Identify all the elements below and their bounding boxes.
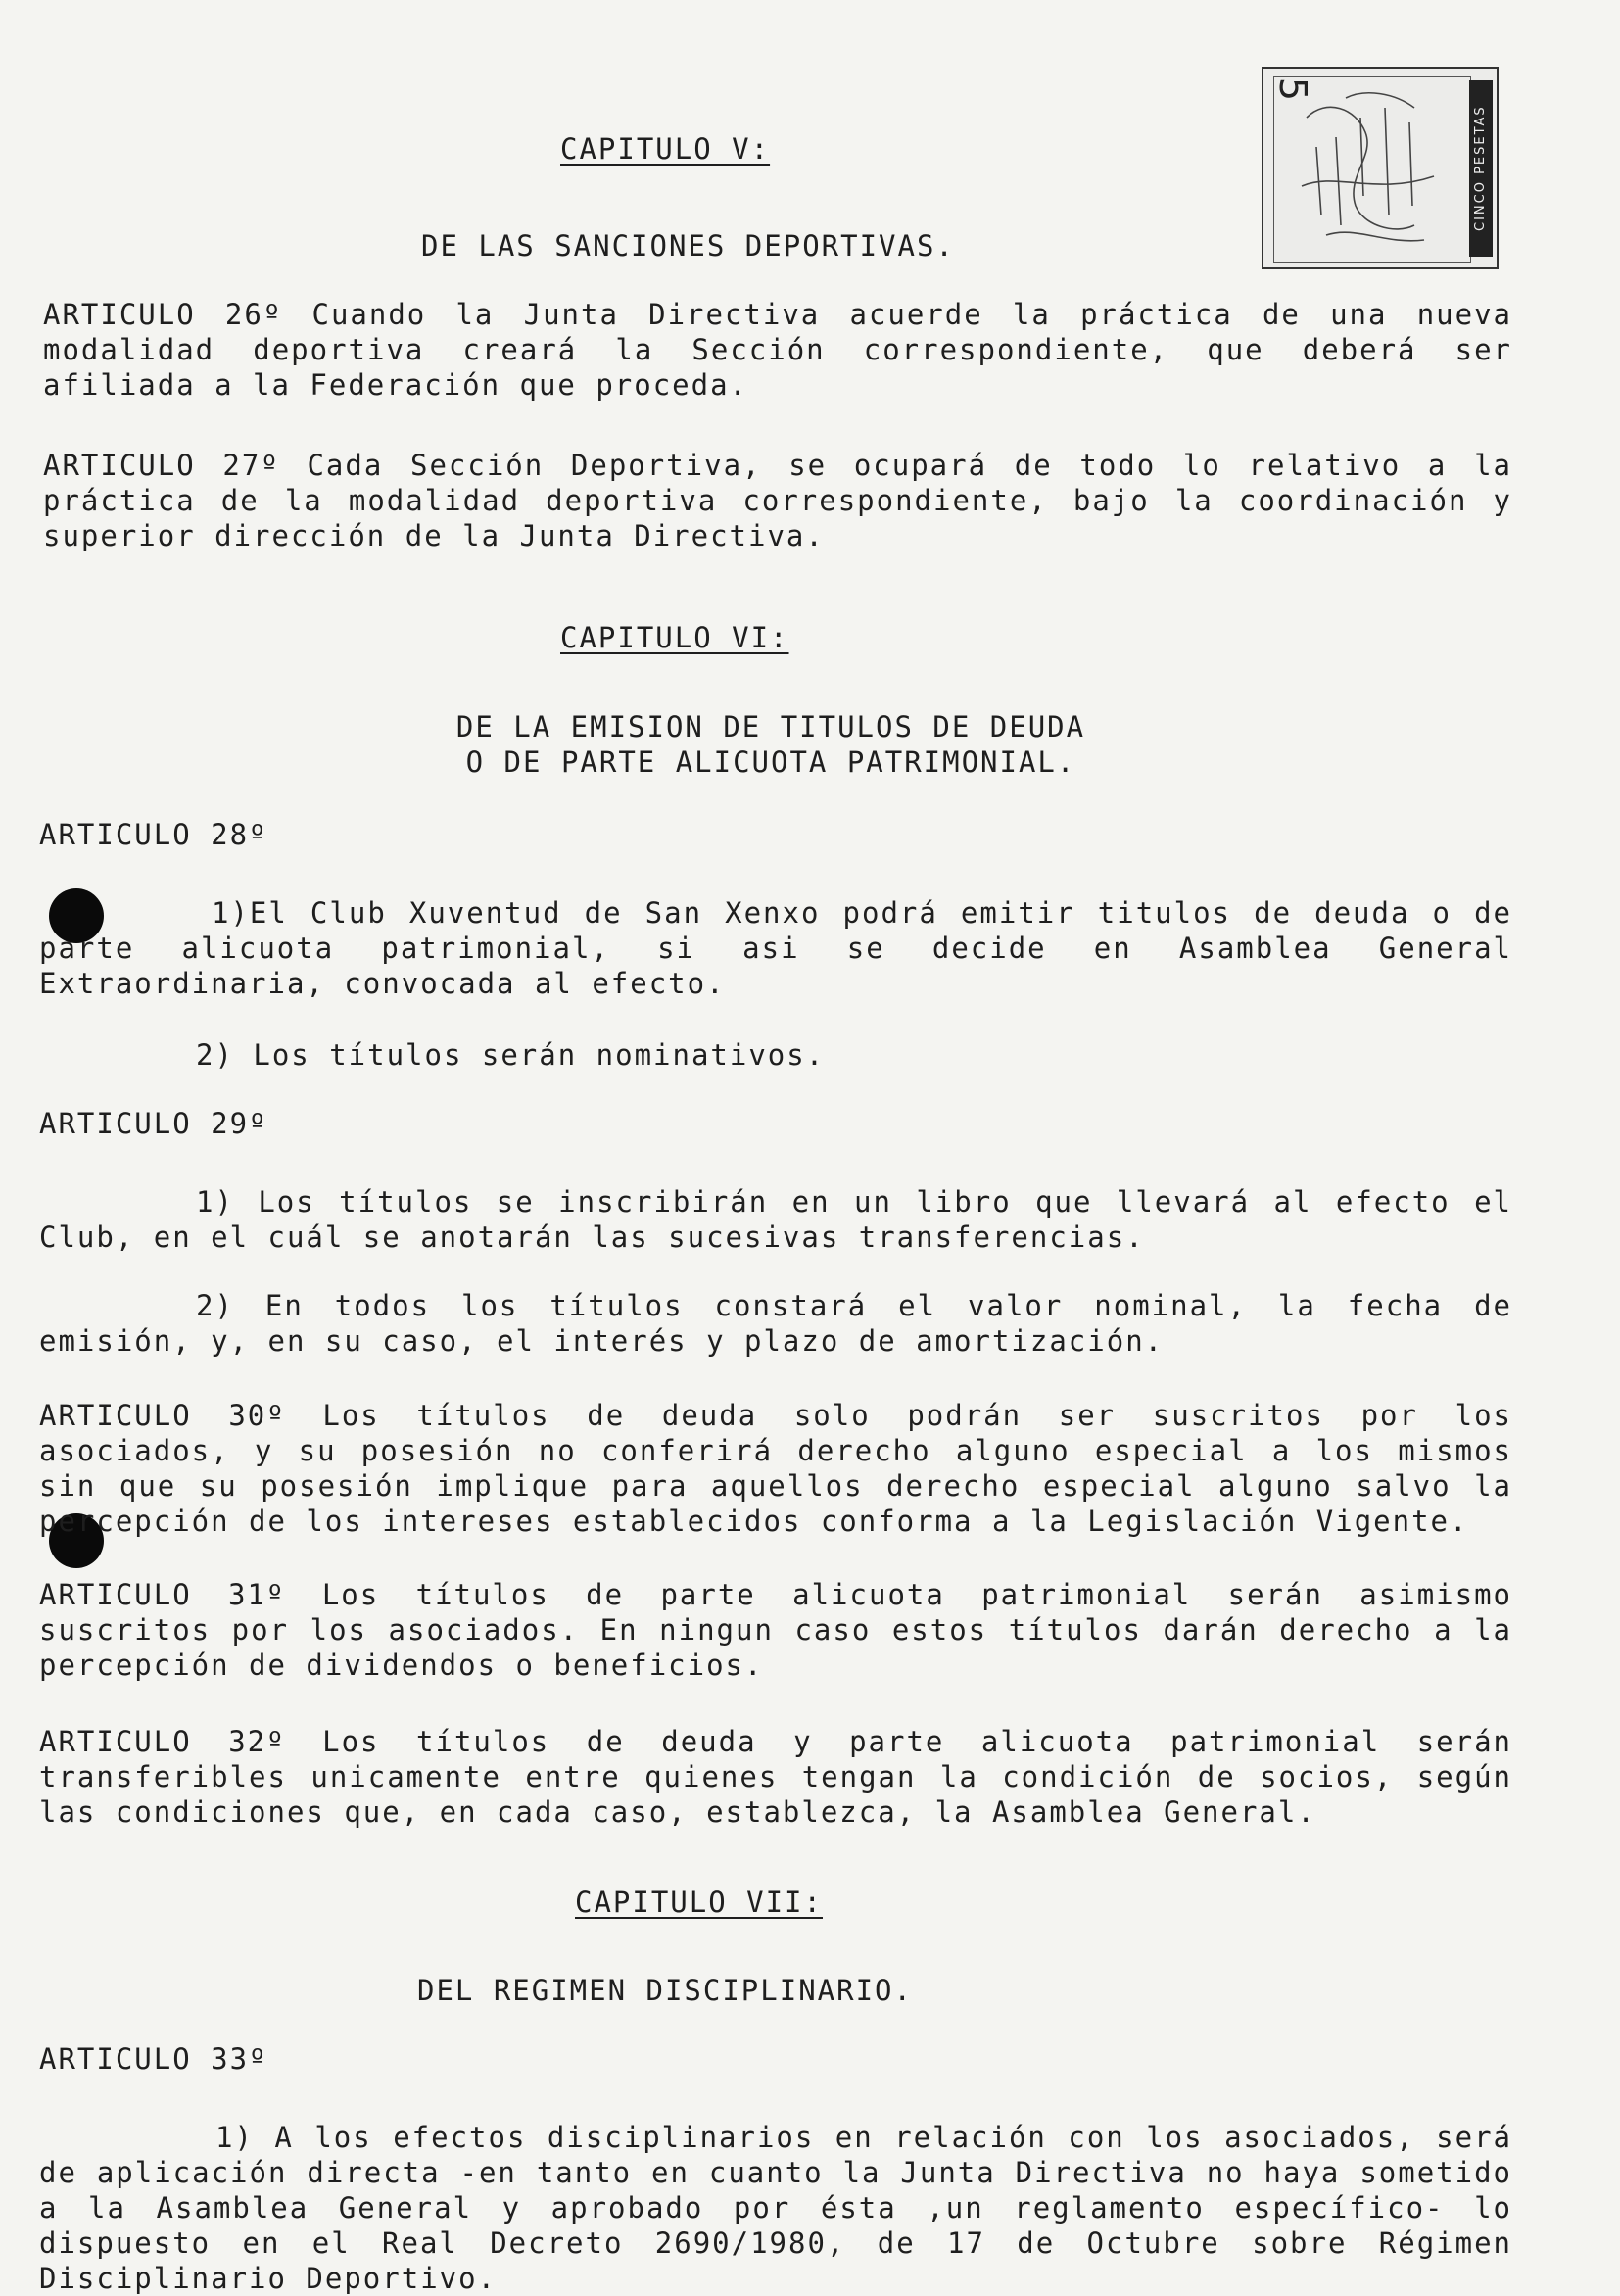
chapter-7-title: CAPITULO VII:	[575, 1886, 823, 1919]
chapter-6-subtitle-line-2: O DE PARTE ALICUOTA PATRIMONIAL.	[465, 745, 1076, 779]
article-29-paragraph-2: 2) En todos los títulos constará el valor nominal, la fecha de emisión, y, en su caso, el interés y plazo de amortización.	[39, 1289, 1512, 1358]
stamp-value: 5	[1271, 76, 1315, 102]
article-32: ARTICULO 32º Los títulos de deuda y parte alicuota patrimonial serán transferibles unicamente entre quienes tengan la condición de socios, según las condiciones que, en cada caso, establezca, la Asamblea General.	[39, 1725, 1512, 1829]
article-29-paragraph-1: 1) Los títulos se inscribirán en un libro que llevará al efecto el Club, en el cuál se anotarán las sucesivas transferencias.	[39, 1185, 1512, 1254]
article-33-heading: ARTICULO 33º	[39, 2042, 268, 2076]
chapter-6-subtitle-line-1: DE LA EMISION DE TITULOS DE DEUDA	[455, 710, 1086, 743]
chapter-5-subtitle: DE LAS SANCIONES DEPORTIVAS.	[421, 229, 955, 263]
chapter-6-title: CAPITULO VI:	[560, 621, 789, 654]
article-26: ARTICULO 26º Cuando la Junta Directiva acuerde la práctica de una nueva modalidad deportiva creará la Sección correspondiente, que deberá ser afiliada a la Federación que proceda.	[43, 298, 1512, 402]
article-27: ARTICULO 27º Cada Sección Deportiva, se ocupará de todo lo relativo a la práctica de la modalidad deportiva correspondiente, bajo la coordinación y superior dirección de la Junta Directiva.	[43, 449, 1512, 552]
article-30: ARTICULO 30º Los títulos de deuda solo podrán ser suscritos por los asociados, y su posesión no conferirá derecho alguno especial a los mismos sin que su posesión implique para aquellos derecho especial alguno salvo la percepción de los intereses establecidos conforma a la Legislación Vigente.	[39, 1399, 1512, 1538]
article-29-heading: ARTICULO 29º	[39, 1107, 268, 1140]
article-33-paragraph-1: 1) A los efectos disciplinarios en relación con los asociados, será de aplicación directa -en tanto en cuanto la Junta Directiva no haya sometido a la Asamblea General y aprobado por ésta ,un reglamento específico- lo dispuesto en el Real Decreto 2690/1980, de 17 de Octubre sobre Régimen Disciplinario Deportivo.	[39, 2121, 1512, 2295]
article-28-paragraph-1: 1)El Club Xuventud de San Xenxo podrá emitir titulos de deuda o de parte alicuota patrimonial, si asi se decide en Asamblea General Extraordinaria, convocada al efecto.	[39, 896, 1512, 1000]
stamp-label: CINCO PESETAS	[1469, 80, 1493, 257]
chapter-7-subtitle: DEL REGIMEN DISCIPLINARIO.	[417, 1974, 913, 2007]
fiscal-stamp	[1262, 67, 1499, 269]
chapter-5-title: CAPITULO V:	[560, 132, 771, 166]
article-28-paragraph-2: 2) Los títulos serán nominativos.	[196, 1038, 826, 1072]
article-31: ARTICULO 31º Los títulos de parte alicuota patrimonial serán asimismo suscritos por los asociados. En ningun caso estos títulos darán derecho a la percepción de dividendos o beneficios.	[39, 1578, 1512, 1682]
chapter-6-subtitle	[418, 709, 1123, 780]
stamp-engraving-icon	[1287, 78, 1453, 255]
article-28-heading: ARTICULO 28º	[39, 818, 268, 851]
